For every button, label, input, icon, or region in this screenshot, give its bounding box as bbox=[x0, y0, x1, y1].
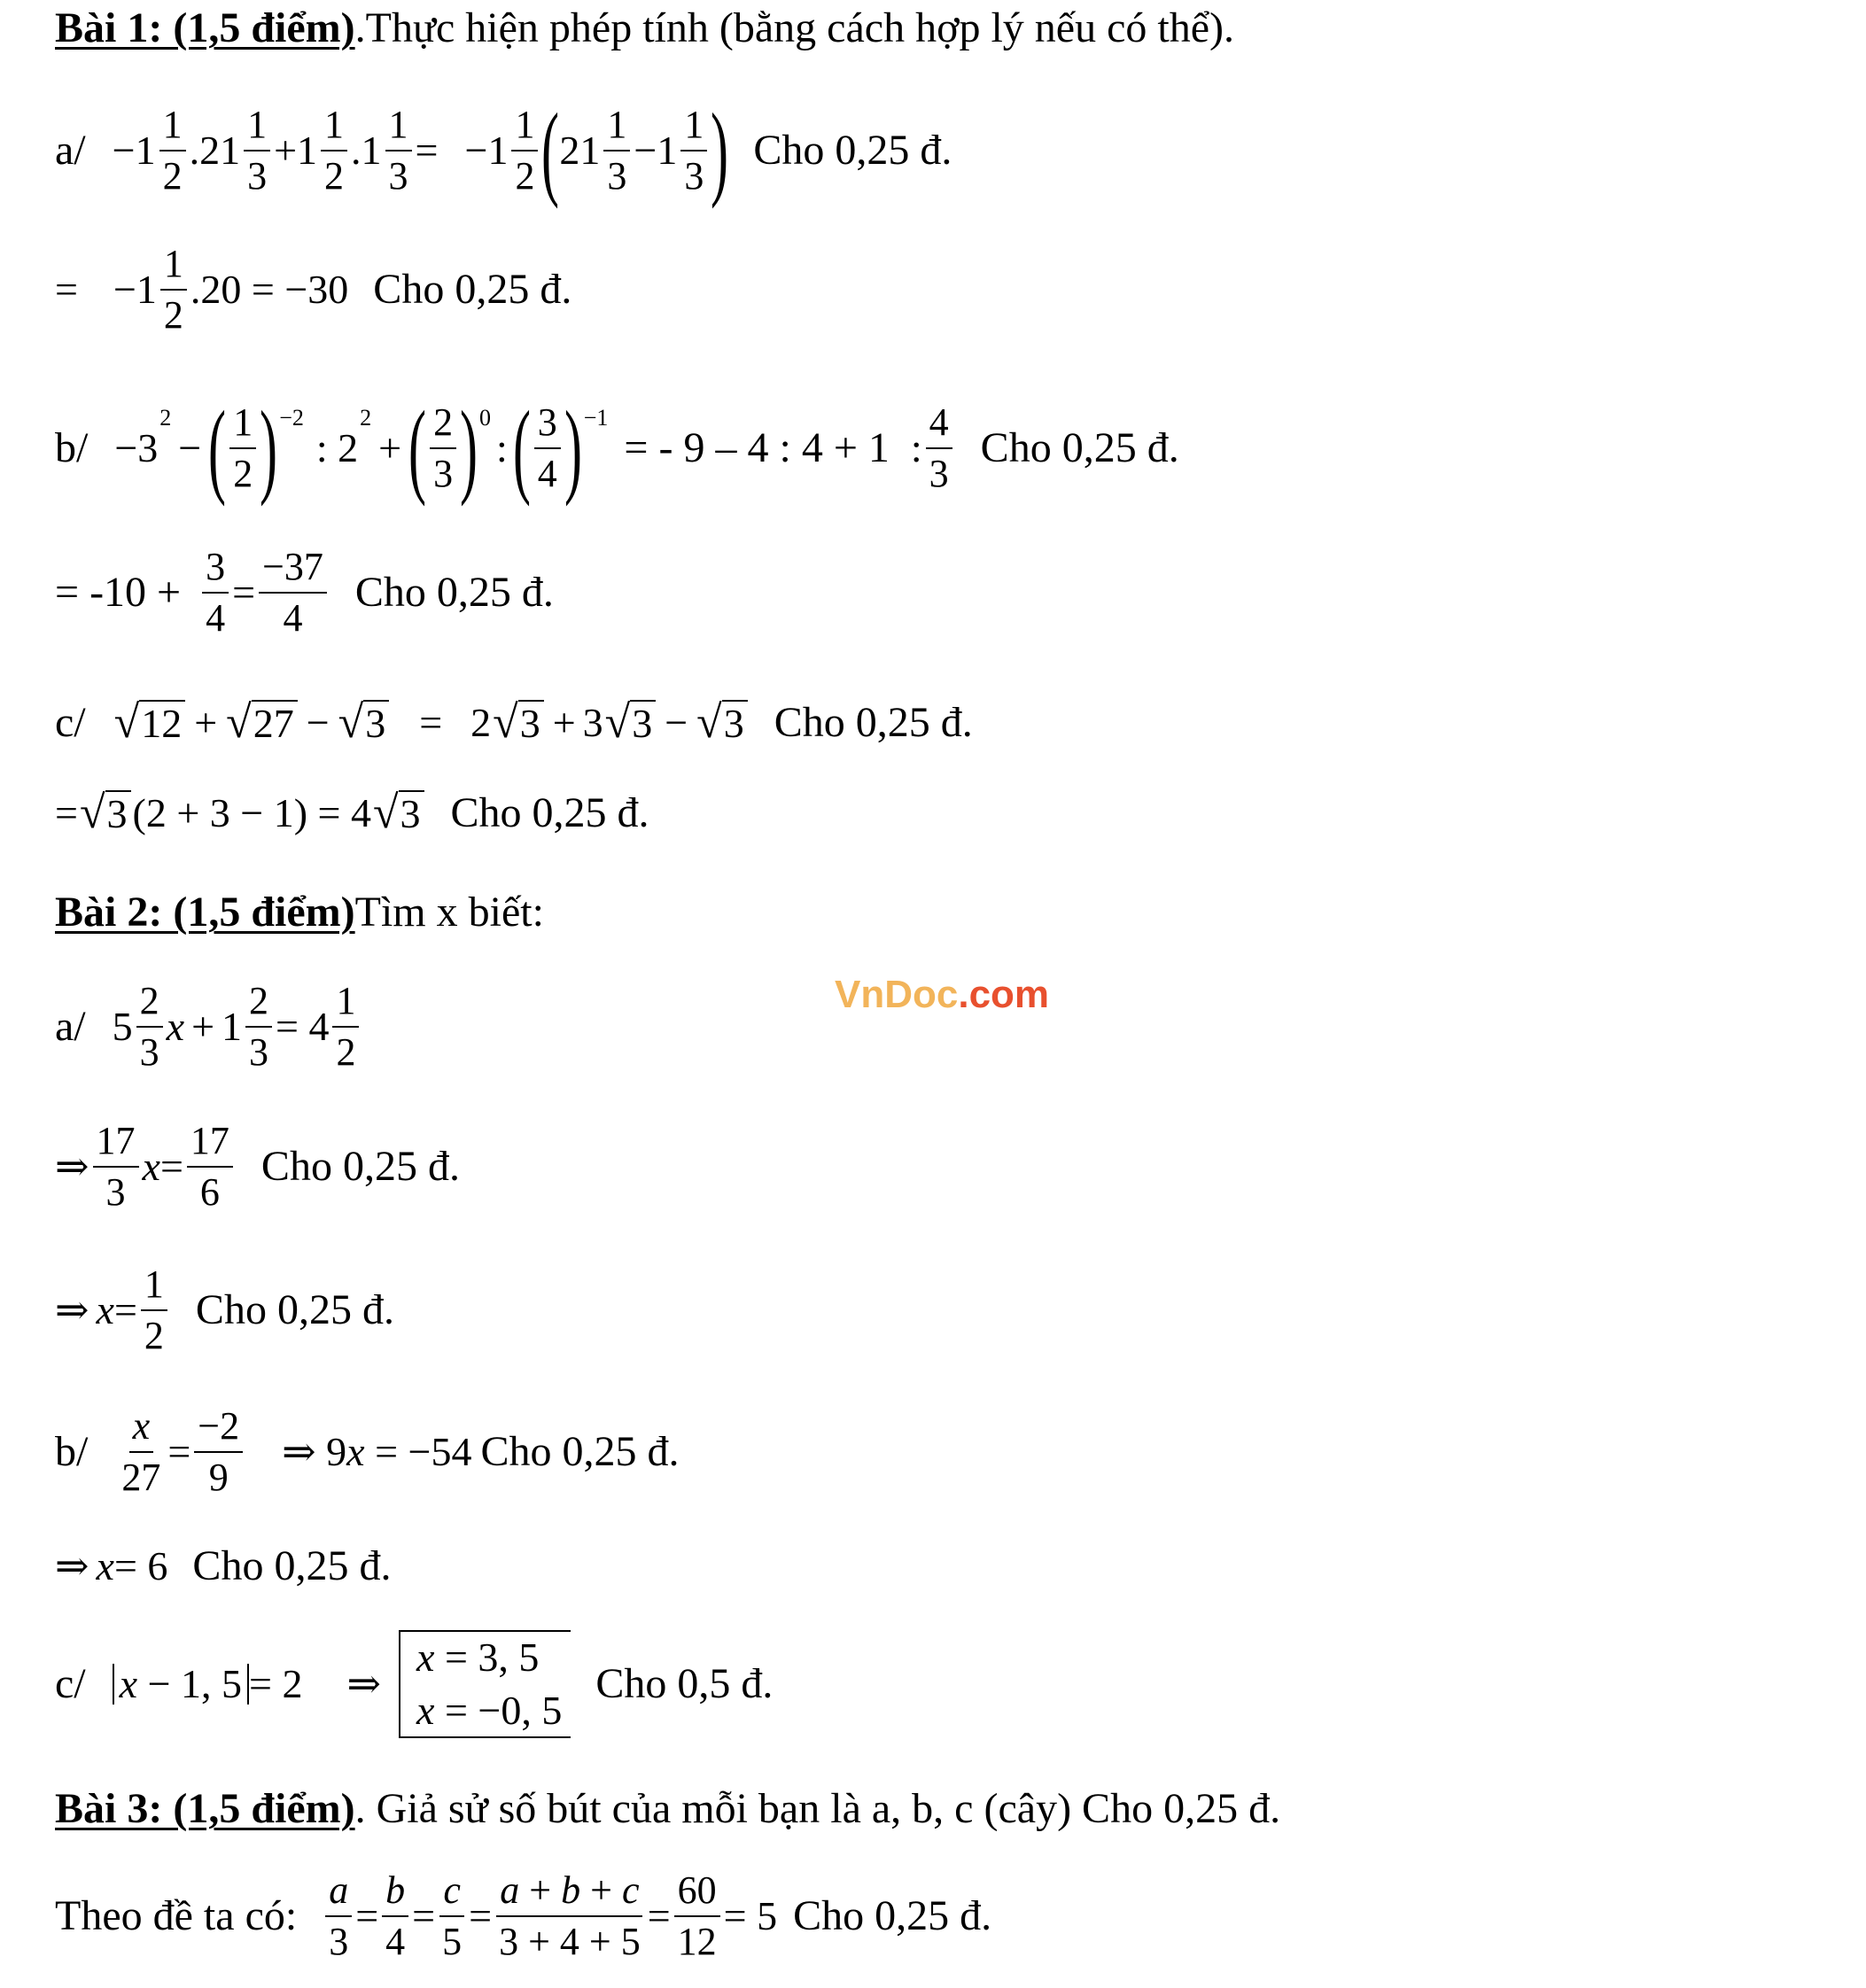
bai2-c-label: c/ bbox=[55, 1660, 86, 1707]
bai1-c-label: c/ bbox=[55, 699, 86, 746]
watermark-suffix: .com bbox=[958, 973, 1050, 1016]
bai2-a-score1: Cho 0,25 đ. bbox=[260, 1143, 460, 1190]
bai2-b-line2 bbox=[55, 1542, 392, 1589]
bai2-b-label: b/ bbox=[55, 1428, 89, 1475]
bai1-b-simplified: = - 9 – 4 : 4 + 1 bbox=[624, 424, 890, 471]
watermark-brand: VnDoc bbox=[835, 973, 959, 1016]
bai1-c-result: = √ 3 (2 + 3 − 1) = 4 √ 3 bbox=[55, 790, 426, 836]
bai1-a-line2 bbox=[55, 242, 572, 337]
bai3-heading: Bài 3: (1,5 điểm) bbox=[55, 1785, 355, 1832]
bai3-ratio-equation: $\frac{a}{3}$ = $\frac{b}{4}$ = $\frac{c}{5}$ = $\frac{a + b + c}{3 + 4 + 5}$ = $\frac{60}{12}$ = 5 bbox=[322, 1871, 777, 1961]
bai1-b-score2: Cho 0,25 đ. bbox=[354, 569, 554, 616]
bai1-a-score2: Cho 0,25 đ. bbox=[373, 266, 572, 313]
bai1-b2-lhs: = -10 + bbox=[55, 569, 182, 616]
bai2-a-line1 bbox=[55, 979, 362, 1074]
vndoc-watermark bbox=[835, 973, 1049, 1017]
bai2-a-step2: ⇒ x = $\frac{1}{2}$ bbox=[55, 1265, 171, 1355]
bai2-b-score2: Cho 0,25 đ. bbox=[192, 1542, 392, 1589]
bai1-a-line1 bbox=[55, 91, 952, 209]
bai1-b-divisor: : $\frac{4}{3}$ bbox=[911, 403, 956, 493]
bai1-b-line1 bbox=[55, 389, 1179, 507]
bai2-a-line2 bbox=[55, 1119, 460, 1214]
bai2-a-label: a/ bbox=[55, 1003, 86, 1050]
bai2-description: Tìm x biết: bbox=[354, 889, 544, 936]
bai2-heading: Bài 2: (1,5 điểm) bbox=[55, 889, 355, 936]
bai2-a-score2: Cho 0,25 đ. bbox=[195, 1286, 394, 1333]
bai3-description: . Giả sử số bút của mỗi bạn là a, b, c (cây) Cho 0,25 đ. bbox=[354, 1785, 1281, 1832]
bai3-score: Cho 0,25 đ. bbox=[793, 1892, 992, 1939]
bai2-c-score: Cho 0,5 đ. bbox=[595, 1660, 774, 1707]
bai1-b-line2 bbox=[55, 547, 554, 638]
bai1-c-score2: Cho 0,25 đ. bbox=[450, 789, 649, 836]
bai1-a-label: a/ bbox=[55, 127, 86, 174]
bai2-a-equation: 5 $\frac{2}{3}$ x + 1 $\frac{2}{3}$ = 4 $\frac{1}{2}$ bbox=[113, 982, 363, 1072]
bai1-a-expression: −1 $\frac{1}{2}$ .21 $\frac{1}{3}$ +1 $\frac{1}{2}$ .1 $\frac{1}{3}$ = −1 $\frac{1}{2}$ ( 21 $\frac{1}{3}$ −1 $\frac{1}{3}$ ) bbox=[112, 91, 729, 209]
bai2-b-result: ⇒ x = 6 bbox=[55, 1543, 168, 1588]
bai1-description: .Thực hiện phép tính (bằng cách hợp lý nếu có thể). bbox=[354, 4, 1235, 51]
bai2-heading-line bbox=[55, 891, 544, 934]
bai3-theo-label: Theo đề ta có: bbox=[55, 1892, 298, 1939]
bai1-b-score1: Cho 0,25 đ. bbox=[980, 424, 1179, 471]
bai2-c-cases: x = 3, 5 x = −0, 5 bbox=[399, 1630, 571, 1738]
bai2-c-equation: x − 1, 5 = 2 ⇒ x = 3, 5 x = −0, 5 bbox=[113, 1630, 571, 1738]
bai1-b-label: b/ bbox=[55, 424, 89, 471]
bai3-heading-line bbox=[55, 1785, 1281, 1832]
bai1-c-score1: Cho 0,25 đ. bbox=[774, 699, 973, 746]
bai2-b-line1 bbox=[55, 1404, 680, 1499]
bai1-b-expression: −3 2 − ( $\frac{1}{2}$ ) −2 : 2 2 + ( $\frac{2}{3}$ ) 0 : ( $\frac{3}{4}$ ) −1 bbox=[114, 389, 609, 507]
bai1-a-result: = −1 $\frac{1}{2}$ .20 = −30 bbox=[55, 242, 349, 337]
bai2-b-score1: Cho 0,25 đ. bbox=[480, 1428, 680, 1475]
bai1-c-expression: √ 12 + √ 27 − √ 3 = 2 √ 3 + 3 √ 3 − √ 3 bbox=[113, 700, 750, 746]
bai1-b-result: $\frac{3}{4}$ = $\frac{-37}{4}$ bbox=[198, 547, 330, 638]
bai1-c-line1 bbox=[55, 697, 973, 748]
bai1-c-line2 bbox=[55, 790, 649, 836]
bai3-theo-line bbox=[55, 1868, 992, 1963]
bai2-a-line3 bbox=[55, 1262, 394, 1357]
bai1-a-score1: Cho 0,25 đ. bbox=[753, 127, 952, 174]
bai1-heading-line bbox=[55, 4, 1235, 51]
bai2-b-equation: $\frac{x}{27}$ = $\frac{-2}{9}$ ⇒ 9x = −54 bbox=[121, 1404, 472, 1499]
bai2-a-step1: ⇒ $\frac{17}{3}$ x = $\frac{17}{6}$ bbox=[55, 1122, 237, 1212]
bai2-c-line bbox=[55, 1630, 773, 1738]
bai1-heading: Bài 1: (1,5 điểm) bbox=[55, 4, 355, 51]
